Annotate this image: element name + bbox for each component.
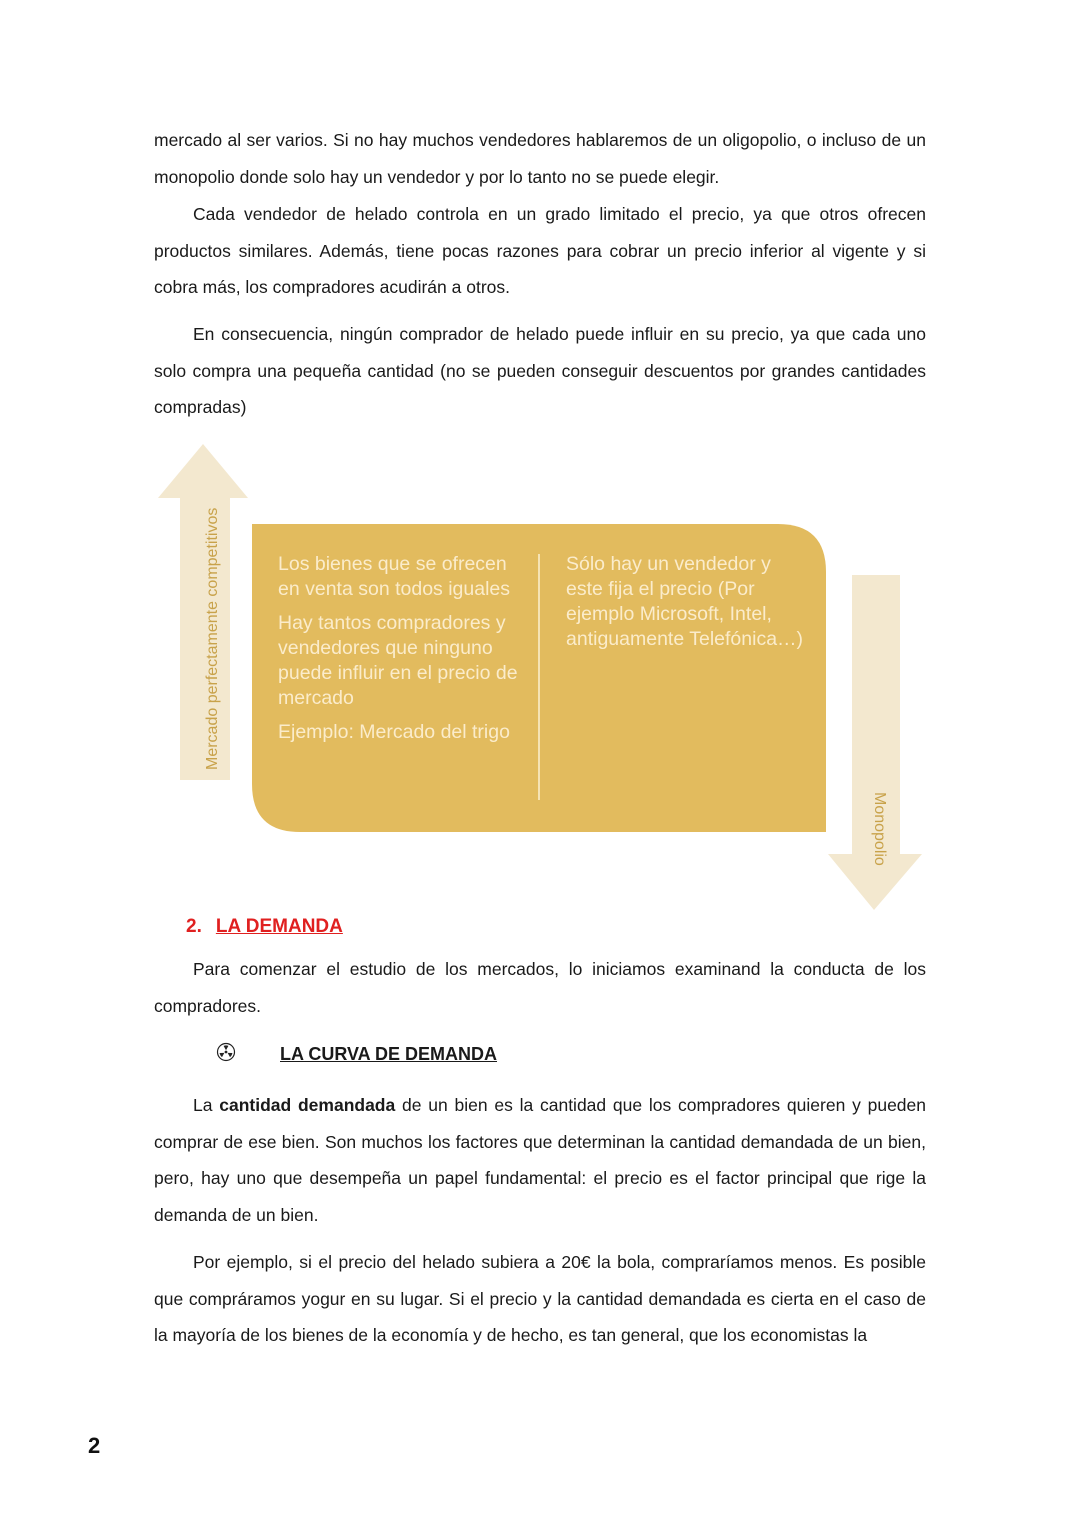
left-column: [278, 552, 523, 754]
bold-term: cantidad demandada: [219, 1095, 396, 1115]
subsection-title: LA CURVA DE DEMANDA: [280, 1044, 498, 1064]
right-column: [566, 552, 806, 661]
section-number: 2.: [186, 916, 202, 937]
radiation-symbol-icon: [216, 1042, 236, 1062]
section-title: LA DEMANDA: [215, 916, 343, 937]
market-types-diagram: [150, 440, 930, 915]
section-heading: [186, 916, 343, 938]
paragraph-cantidad-demandada: [154, 1087, 926, 1233]
paragraph-text: En consecuencia, ningún comprador de helado puede influir en su precio, ya que cada uno solo compra una pequeña cantidad (no se pueden conseguir descuentos por grandes cantidades compradas): [154, 324, 926, 417]
right-column-item: Sólo hay un vendedor y este fija el precio (Por ejemplo Microsoft, Intel, antiguamente Telefónica…): [566, 553, 804, 650]
paragraph-oligopolio: [154, 122, 926, 195]
text-run: La: [193, 1095, 220, 1115]
perfect-competition-arrow-label: Mercado perfectamente competitivos: [204, 507, 221, 770]
paragraph-comprador-helado: [154, 316, 926, 426]
monopoly-arrow-label: Monopolio: [871, 792, 888, 866]
paragraph-vendedor-helado: [154, 196, 926, 306]
up-arrow-shape: [158, 444, 248, 780]
diagram-shapes: [150, 440, 930, 915]
paragraph-text: Por ejemplo, si el precio del helado subiera a 20€ la bola, compraríamos menos. Es posible que compráramos yogur en su lugar. Si el precio y la cantidad demandada es cierta en el caso de la mayoría de los bienes de la economía y de hecho, es tan general, que los economistas la: [154, 1252, 926, 1345]
left-column-item: Ejemplo: Mercado del trigo: [278, 721, 510, 743]
paragraph-ejemplo-helado: [154, 1244, 926, 1354]
paragraph-demanda-intro: [154, 951, 926, 1024]
left-column-item: Hay tantos compradores y vendedores que ninguno puede influir en el precio de mercado: [278, 612, 518, 709]
paragraph-text: mercado al ser varios. Si no hay muchos vendedores hablaremos de un oligopolio, o incluso de un monopolio donde solo hay un vendedor y por lo tanto no se puede elegir.: [154, 130, 926, 187]
paragraph-text: [154, 1087, 926, 1233]
text-run: de un bien es la cantidad que los compradores quieren y pueden comprar de ese bien. Son muchos los factores que determinan la cantidad demandada de un bien, pero, hay uno que desempeña un papel fundamental: el precio es el factor principal que rige la demanda de un bien.: [154, 1095, 926, 1225]
paragraph-text: Cada vendedor de helado controla en un grado limitado el precio, ya que otros ofrecen productos similares. Además, tiene pocas razones para cobrar un precio inferior al vigente y si cobra más, los compradores acudirán a otros.: [154, 204, 926, 297]
page-number: 2: [88, 1433, 101, 1458]
paragraph-text: Para comenzar el estudio de los mercados, lo iniciamos examinand la conducta de los compradores.: [154, 959, 926, 1016]
left-column-item: Los bienes que se ofrecen en venta son todos iguales: [278, 553, 511, 600]
